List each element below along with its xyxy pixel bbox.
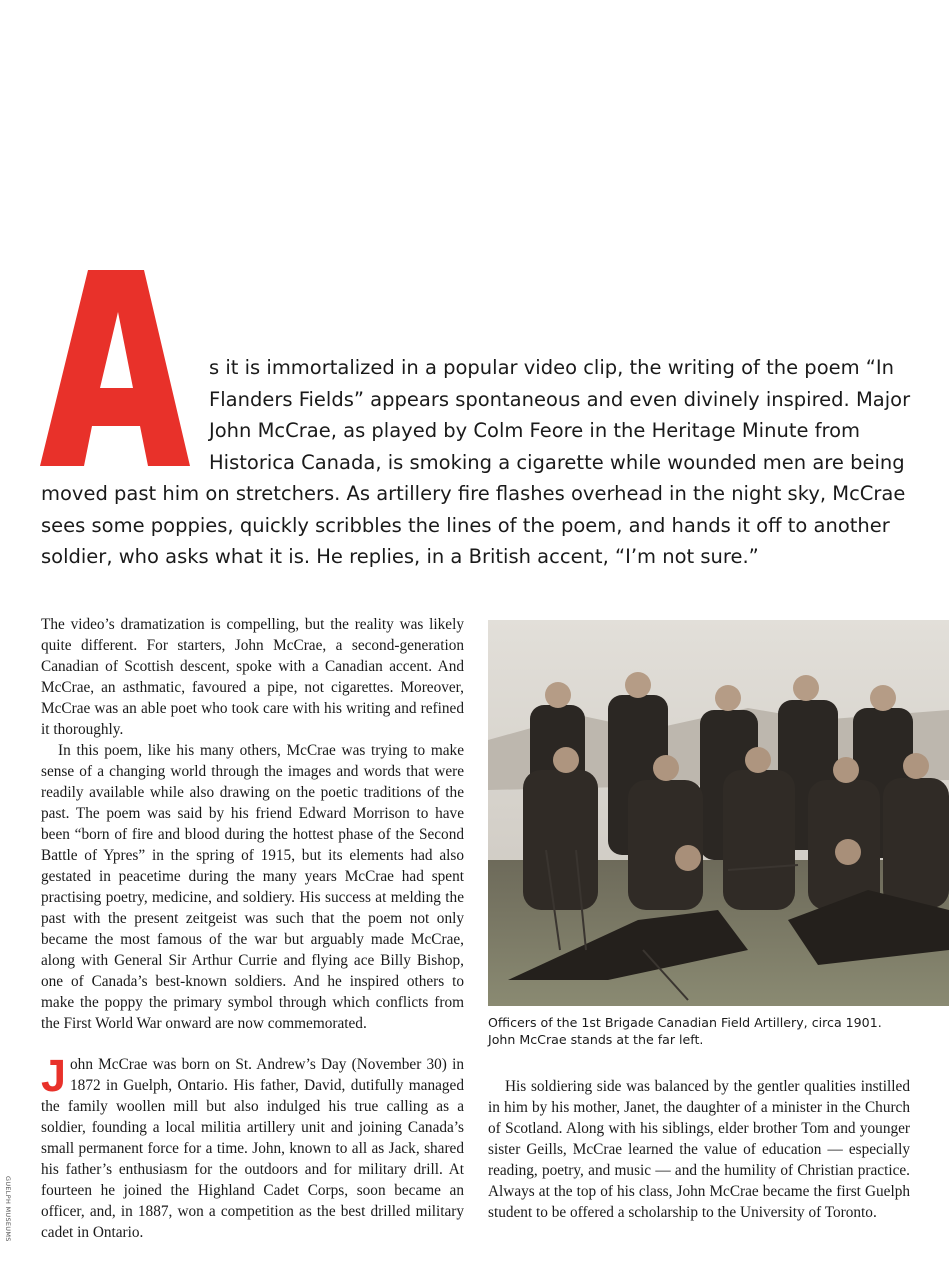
photo-caption xyxy=(488,1014,928,1048)
left-column xyxy=(41,614,464,1243)
intro-line: moved past him on stretchers. As artillery fire flashes overhead in the night sky, McCrae xyxy=(41,482,906,505)
intro-line: John McCrae, as played by Colm Feore in the Heritage Minute from xyxy=(209,419,861,442)
intro-line: sees some poppies, quickly scribbles the lines of the poem, and hands it off to another xyxy=(41,513,890,537)
body-paragraph: In this poem, like his many others, McCrae was trying to make sense of a changing world through the images and words that were readily available while also drawing on the poetic traditions of the past. The poem was said by his friend Edward Morrison to have been “born of fire and blood during the hottest phase of the Second Battle of Ypres” in the spring of 1915, but its elements had also gestated in peacetime during the many years McCrae had spent practising poetry, medicine, and soldiery. His success at melding the past with the present zeitgeist was such that the poem not only became the most famous of the war but arguably made McCrae, along with General Sir Arthur Currie and flying ace Billy Bishop, one of Canada’s best-known soldiers. And he inspired others to make the poppy the primary symbol through which conflicts from the First World War onward are now commemorated. xyxy=(41,742,464,1032)
intro-paragraph-rest xyxy=(41,478,941,573)
photo-credit: GUELPH MUSEUMS xyxy=(4,1176,12,1242)
officers-group-photo xyxy=(488,620,949,1006)
right-column-paragraph: His soldiering side was balanced by the gentler qualities instilled in him by his mother, Janet, the daughter of a minister in the Church of Scotland. Along with his siblings, elder brother Tom and younger sister Geills, McCrae learned the value of education — especially reading, poetry, and music — and the humility of Christian practice. Always at the top of his class, John McCrae became the first Guelph student to be offered a scholarship to the University of Toronto. xyxy=(488,1078,910,1221)
caption-line: John McCrae stands at the far left. xyxy=(488,1032,704,1047)
section-opening-text: ohn McCrae was born on St. Andrew’s Day (November 30) in 1872 in Guelph, Ontario. His father, David, dutifully managed the family woollen mill but also indulged his true calling as a soldier, founding a local militia artillery unit and joining Canada’s small permanent force for a time. John, known to all as Jack, shared his father’s enthusiasm for the outdoors and for military drill. At fourteen he joined the Highland Cadet Corps, soon became an officer, and, in 1887, won a competition as the best drilled military cadet in Ontario. xyxy=(41,1056,464,1241)
drop-cap-a xyxy=(40,270,190,466)
intro-line: Historica Canada, is smoking a cigarette while wounded men are being xyxy=(209,450,905,474)
caption-line: Officers of the 1st Brigade Canadian Field Artillery, circa 1901. xyxy=(488,1015,882,1030)
body-paragraph: The video’s dramatization is compelling, but the reality was likely quite different. For starters, John McCrae, a second-generation Canadian of Scottish descent, spoke with a Canadian accent. And McCrae, an asthmatic, favoured a pipe, not cigarettes. Moreover, McCrae was an able poet who took care with his writing and refined it thoroughly. xyxy=(41,616,464,738)
photo-illustration xyxy=(488,620,949,1006)
section-opening-paragraph xyxy=(41,1050,464,1243)
drop-cap-j: J xyxy=(41,1050,67,1101)
intro-line: soldier, who asks what it is. He replies, in a British accent, “I’m not sure.” xyxy=(41,545,759,568)
intro-line: s it is immortalized in a popular video clip, the writing of the poem “In xyxy=(209,356,895,379)
intro-line: Flanders Fields” appears spontaneous and even divinely inspired. Major xyxy=(209,387,911,411)
intro-paragraph-start xyxy=(209,352,929,478)
